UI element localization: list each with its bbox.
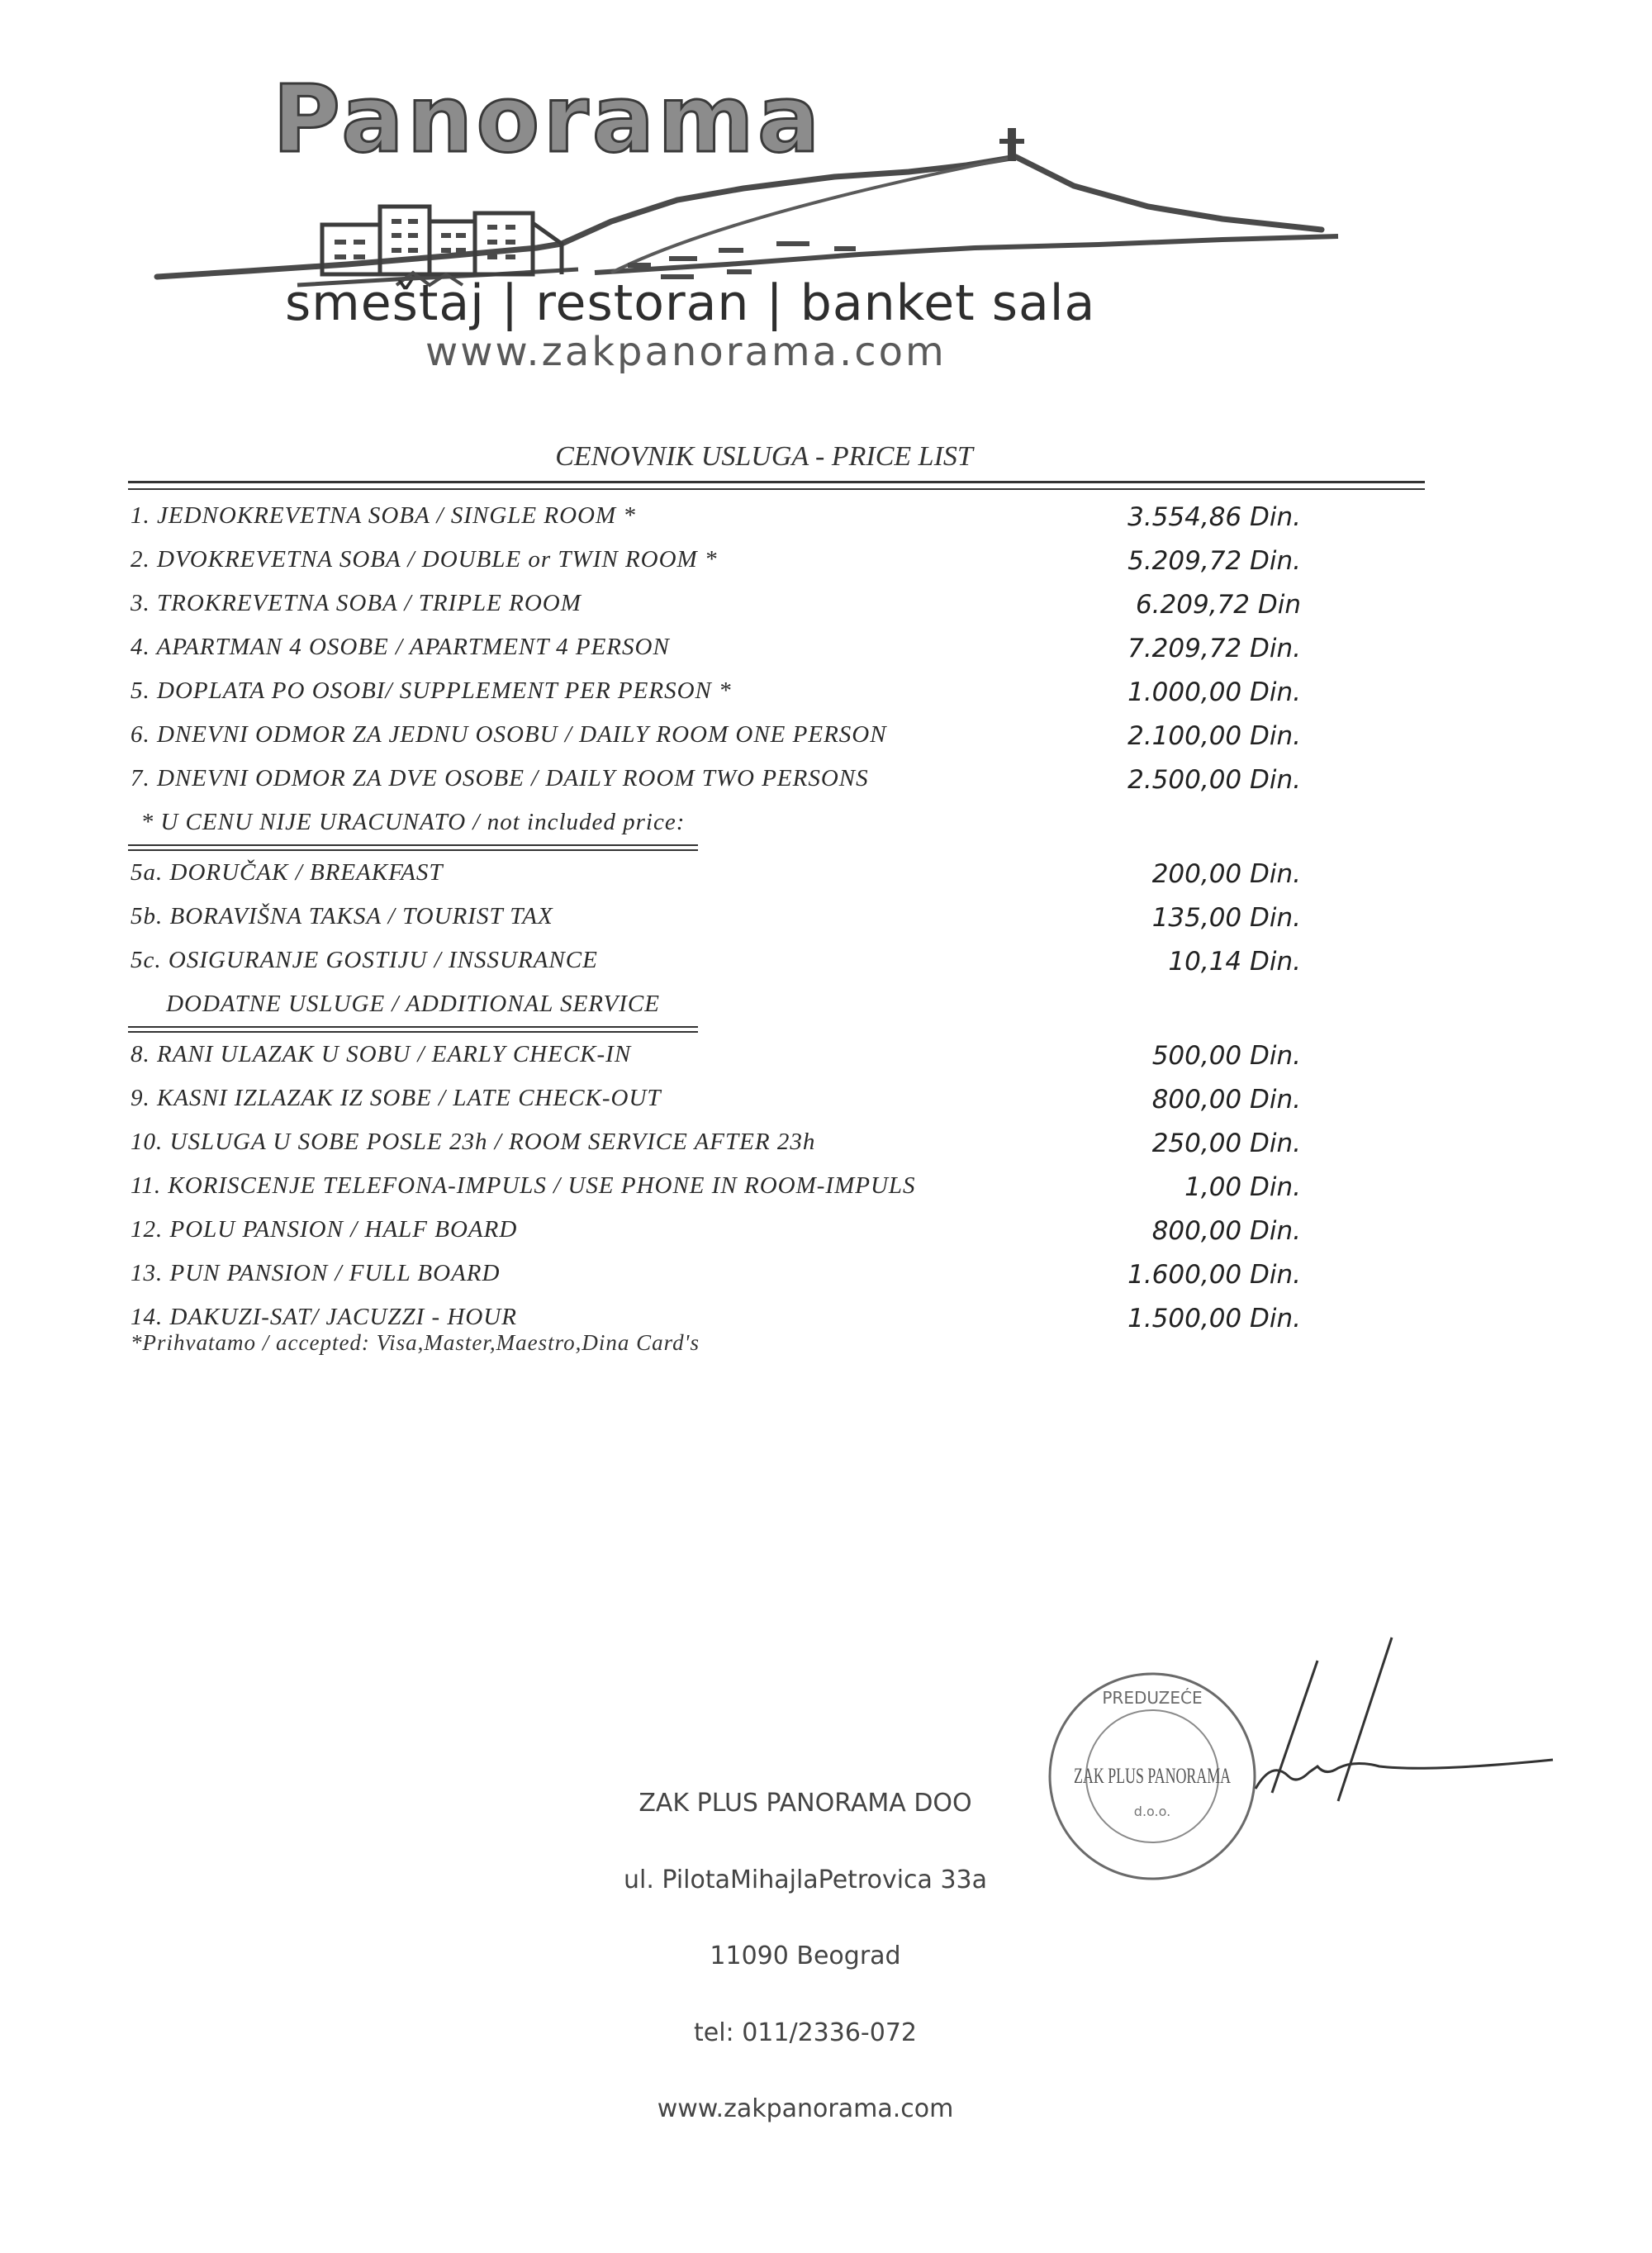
price-row [128,939,1301,982]
price-row [128,851,1301,895]
price-row [128,582,1301,625]
section-rule [128,1026,698,1033]
price-row [128,1164,1301,1208]
logo-website: www.zakpanorama.com [425,329,947,375]
service-label: 14. DAKUZI-SAT/ JACUZZI - HOUR [131,1304,517,1330]
payment-footnote: *Prihvatamo / accepted: Visa,Master,Maestro,Dina Card's [131,1330,700,1355]
service-price: 1,00 Din. [1184,1172,1301,1202]
service-price: 500,00 Din. [1151,1041,1301,1071]
price-row [128,757,1301,801]
service-price: 1.600,00 Din. [1127,1260,1301,1290]
title-rule [128,488,1425,490]
service-label: 5b. BORAVIŠNA TAKSA / TOURIST TAX [131,903,553,929]
service-price: 800,00 Din. [1151,1216,1301,1246]
service-label: 5a. DORUČAK / BREAKFAST [131,859,444,886]
service-label: 4. APARTMAN 4 OSOBE / APARTMENT 4 PERSON [131,634,670,660]
price-row [128,713,1301,757]
service-price: 10,14 Din. [1168,947,1301,977]
service-price: 800,00 Din. [1151,1085,1301,1115]
service-price: 6.209,72 Din [1135,590,1301,620]
price-row [128,625,1301,669]
company-logo [149,58,1346,388]
price-list [128,494,1301,1339]
service-label: 5c. OSIGURANJE GOSTIJU / INSSURANCE [131,947,598,973]
service-price: 135,00 Din. [1151,903,1301,933]
logo-tagline: smeštaj | restoran | banket sala [285,274,1096,332]
service-price: 7.209,72 Din. [1127,634,1301,663]
service-price: 200,00 Din. [1151,859,1301,889]
service-price: 2.100,00 Din. [1127,721,1301,751]
service-price: 1.000,00 Din. [1127,677,1301,707]
price-row [128,895,1301,939]
not-included-heading-row [128,801,1301,844]
price-row [128,494,1301,538]
service-price: 250,00 Din. [1151,1129,1301,1158]
service-label: 12. POLU PANSION / HALF BOARD [131,1216,518,1243]
not-included-heading: * U CENU NIJE URACUNATO / not included price: [140,809,686,835]
service-label: 5. DOPLATA PO OSOBI/ SUPPLEMENT PER PERSON * [131,677,732,704]
stamp-text-middle: ZAK PLUS PANORAMA [1074,1764,1232,1788]
company-city: 11090 Beograd [710,1942,901,1970]
service-label: 1. JEDNOKREVETNA SOBA / SINGLE ROOM * [131,502,636,529]
service-price: 1.500,00 Din. [1127,1304,1301,1333]
signature-icon [1239,1636,1569,1809]
service-price: 5.209,72 Din. [1127,546,1301,576]
service-label: 2. DVOKREVETNA SOBA / DOUBLE or TWIN ROOM * [131,546,718,573]
service-label: 7. DNEVNI ODMOR ZA DVE OSOBE / DAILY ROOM TWO PERSONS [131,765,869,791]
stamp-text-top: PREDUZEĆE [1102,1688,1203,1708]
service-label: 10. USLUGA U SOBE POSLE 23h / ROOM SERVICE AFTER 23h [131,1129,816,1155]
price-row [128,1208,1301,1252]
service-price: 3.554,86 Din. [1127,502,1301,532]
company-address: ul. PilotaMihajlaPetrovica 33a [623,1866,988,1894]
company-stamp-icon [1045,1669,1260,1884]
service-label: 13. PUN PANSION / FULL BOARD [131,1260,501,1286]
service-label: 11. KORISCENJE TELEFONA-IMPULS / USE PHONE IN ROOM-IMPULS [131,1172,916,1199]
company-name: ZAK PLUS PANORAMA DOO [638,1789,972,1818]
service-label: 3. TROKREVETNA SOBA / TRIPLE ROOM [131,590,582,616]
additional-heading-row [128,982,1301,1026]
price-row [128,669,1301,713]
additional-heading: DODATNE USLUGE / ADDITIONAL SERVICE [166,991,660,1017]
service-label: 8. RANI ULAZAK U SOBU / EARLY CHECK-IN [131,1041,632,1067]
service-label: 9. KASNI IZLAZAK IZ SOBE / LATE CHECK-OUT [131,1085,662,1111]
price-row [128,1252,1301,1295]
section-rule [128,844,698,851]
price-row [128,1033,1301,1077]
service-label: 6. DNEVNI ODMOR ZA JEDNU OSOBU / DAILY ROOM ONE PERSON [131,721,887,748]
company-website: www.zakpanorama.com [657,2094,954,2123]
company-phone: tel: 011/2336-072 [694,2018,917,2047]
price-row [128,1120,1301,1164]
service-price: 2.500,00 Din. [1127,765,1301,795]
title-rule [128,481,1425,483]
logo-name: Panorama [273,66,824,173]
price-row [128,538,1301,582]
stamp-text-bottom: d.o.o. [1133,1804,1171,1819]
price-list-title: CENOVNIK USLUGA - PRICE LIST [555,441,973,472]
price-row [128,1077,1301,1120]
